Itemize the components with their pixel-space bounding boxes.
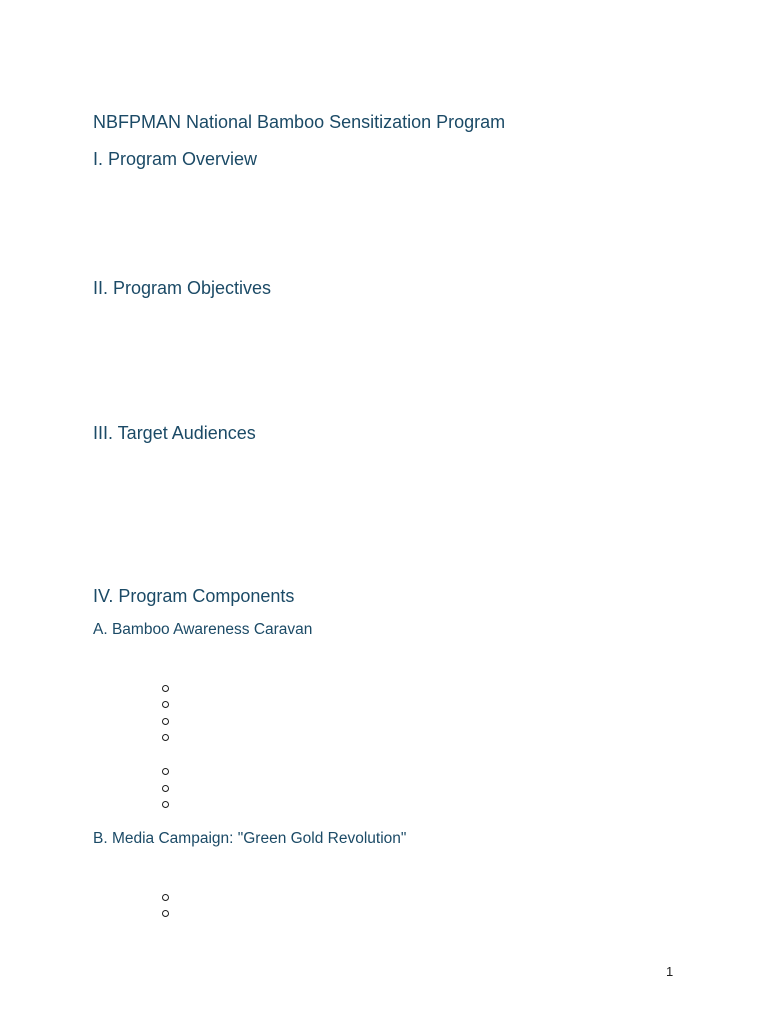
empty-list-bullet: [162, 734, 169, 741]
section-heading-program-overview: I. Program Overview: [93, 149, 258, 169]
section-heading-program-components: IV. Program Components: [93, 586, 295, 606]
empty-list-bullet: [162, 910, 169, 917]
empty-list-bullet: [162, 685, 169, 692]
document-title: NBFPMAN National Bamboo Sensitization Program: [93, 112, 506, 132]
subsection-heading-awareness-caravan: A. Bamboo Awareness Caravan: [93, 621, 313, 638]
empty-list-bullet: [162, 768, 169, 775]
section-heading-program-objectives: II. Program Objectives: [93, 278, 272, 298]
section-heading-target-audiences: III. Target Audiences: [93, 423, 256, 443]
empty-list-bullet: [162, 718, 169, 725]
empty-list-bullet: [162, 894, 169, 901]
page-number: 1: [666, 964, 674, 979]
empty-list-bullet: [162, 801, 169, 808]
empty-list-bullet: [162, 785, 169, 792]
empty-list-bullet: [162, 701, 169, 708]
subsection-heading-media-campaign: B. Media Campaign: "Green Gold Revolution": [93, 830, 407, 847]
